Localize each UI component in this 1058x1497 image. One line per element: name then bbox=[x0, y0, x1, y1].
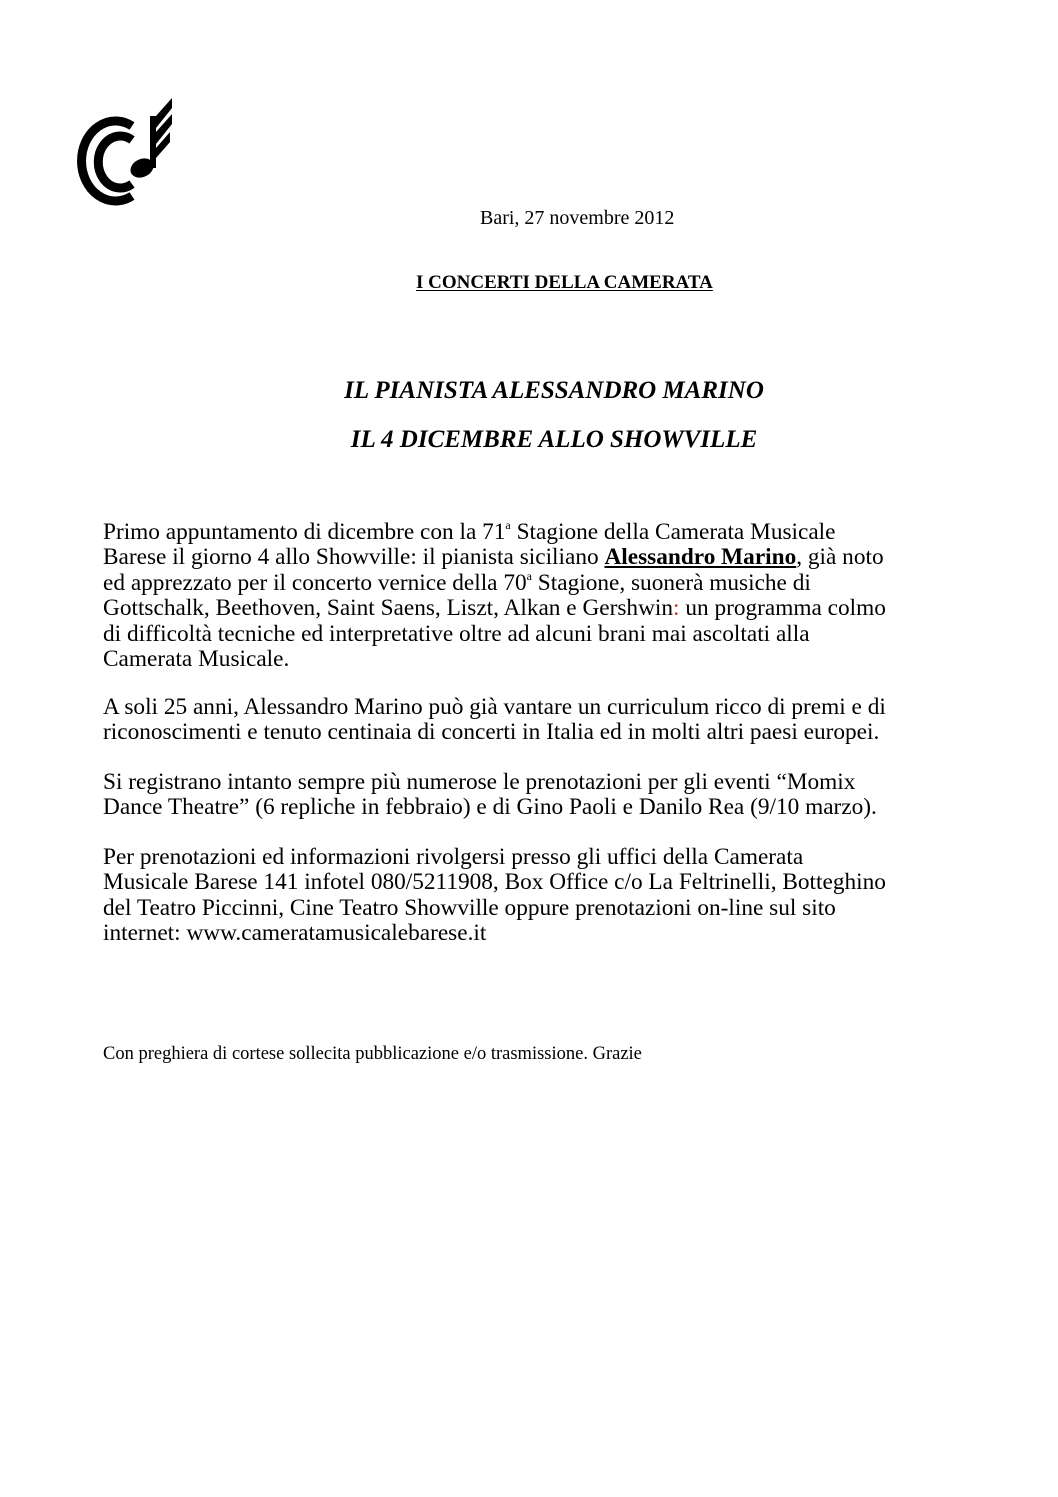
document-date: Bari, 27 novembre 2012 bbox=[480, 207, 675, 229]
text-line: Musicale Barese 141 infotel 080/5211908, Box Office c/o La Feltrinelli, Botteghino bbox=[103, 869, 886, 896]
closing-note: Con preghiera di cortese sollecita pubblicazione e/o trasmissione. Grazie bbox=[103, 1044, 642, 1064]
headline-line-2: IL 4 DICEMBRE ALLO SHOWVILLE bbox=[350, 426, 758, 453]
camerata-musicale-logo-icon bbox=[70, 96, 176, 210]
website-line: internet: www.cameratamusicalebarese.it bbox=[103, 920, 487, 947]
text-line bbox=[103, 596, 963, 621]
ordinal-superscript: a bbox=[505, 518, 511, 532]
text-line: A soli 25 anni, Alessandro Marino può già vantare un curriculum ricco di premi e di bbox=[103, 694, 886, 720]
ordinal-superscript: a bbox=[526, 568, 532, 583]
colored-colon: : bbox=[673, 595, 680, 622]
text-run: , già noto bbox=[796, 544, 884, 571]
text-run: Stagione della Camerata Musicale bbox=[510, 519, 836, 545]
text-run: Primo appuntamento di dicembre con la 71 bbox=[103, 519, 506, 545]
text-run: ed apprezzato per il concerto vernice della 70 bbox=[103, 569, 527, 596]
text-line bbox=[103, 545, 963, 570]
text-run: Stagione, suonerà musiche di bbox=[531, 569, 811, 596]
text-line: Per prenotazioni ed informazioni rivolgersi presso gli uffici della Camerata bbox=[103, 844, 804, 870]
text-line: di difficoltà tecniche ed interpretative oltre ad alcuni brani mai ascoltati alla bbox=[103, 620, 810, 647]
text-line: Dance Theatre” (6 repliche in febbraio) e di Gino Paoli e Danilo Rea (9/10 marzo). bbox=[103, 794, 877, 821]
section-title: I CONCERTI DELLA CAMERATA bbox=[416, 272, 713, 293]
paragraph-contact-info bbox=[103, 845, 963, 947]
text-line: Si registrano intanto sempre più numerose le prenotazioni per gli eventi “Momix bbox=[103, 769, 856, 795]
text-line: Camerata Musicale. bbox=[103, 646, 290, 673]
text-run: un programma colmo bbox=[679, 595, 886, 622]
text-line bbox=[103, 520, 963, 545]
text-line bbox=[103, 568, 963, 596]
text-line: del Teatro Piccinni, Cine Teatro Showville oppure prenotazioni on-line sul sito bbox=[103, 894, 836, 921]
headline-line-1: IL PIANISTA ALESSANDRO MARINO bbox=[344, 377, 764, 404]
text-line: riconoscimenti e tenuto centinaia di concerti in Italia ed in molti altri paesi europei. bbox=[103, 719, 880, 746]
paragraph-biography bbox=[103, 695, 963, 746]
paragraph-bookings bbox=[103, 770, 963, 821]
pianist-name: Alessandro Marino bbox=[604, 544, 797, 571]
text-run: Barese il giorno 4 allo Showville: il pianista siciliano bbox=[103, 544, 605, 571]
paragraph-intro bbox=[103, 520, 963, 672]
text-run: Gottschalk, Beethoven, Saint Saens, Liszt, Alkan e Gershwin bbox=[103, 595, 674, 622]
